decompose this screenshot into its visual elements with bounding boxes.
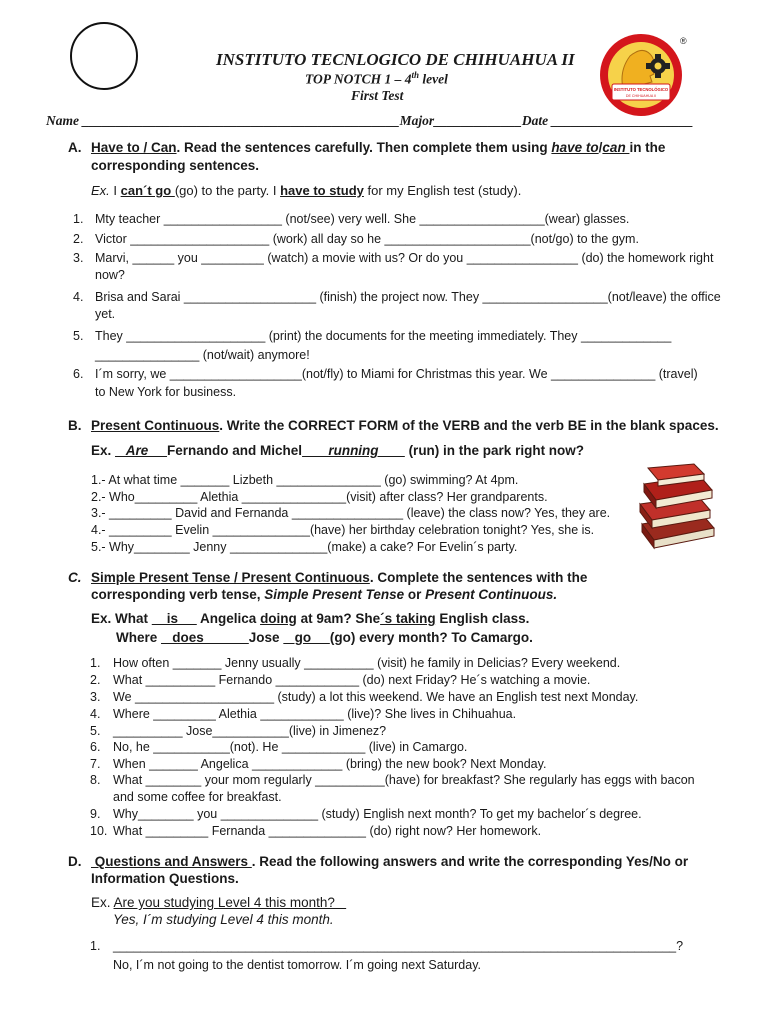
section-a-letter: A. bbox=[68, 140, 82, 155]
section-c-heading-line2: corresponding verb tense, Simple Present Tense or Present Continuous. bbox=[91, 587, 558, 602]
section-b-example: Ex. Are Fernando and Michel running (run) in the park right now? bbox=[91, 443, 585, 458]
name-major-date-line: Name _______________________________________________Major_____________Date _____________________ bbox=[46, 113, 694, 128]
section-a-item-text: Brisa and Sarai ___________________ (finish) the project now. They __________________(not/leave) the office bbox=[95, 290, 721, 304]
section-d-heading-line2: Information Questions. bbox=[91, 871, 239, 886]
section-c-item-number: 2. bbox=[90, 673, 101, 687]
course-title: TOP NOTCH 1 – 4th level bbox=[305, 70, 448, 87]
section-d-item-answer-line: _________________________________________________________________________________? bbox=[113, 939, 684, 953]
section-c-letter: C. bbox=[68, 570, 82, 585]
section-b-item: 3.- _________ David and Fernanda ________________ (leave) the class now? Yes, they are. bbox=[91, 506, 611, 520]
books-illustration bbox=[632, 462, 722, 554]
section-a-item-text: Victor ____________________ (work) all day so he _____________________(not/go) to the gym. bbox=[95, 232, 639, 246]
section-d-item-number: 1. bbox=[90, 939, 101, 953]
section-c-item-number: 10. bbox=[90, 824, 108, 838]
section-a-item-text: They ____________________ (print) the documents for the meeting immediately. They _____________ bbox=[95, 329, 672, 343]
section-a-item-text: _______________ (not/wait) anymore! bbox=[95, 348, 310, 362]
section-a-heading: Have to / Can. Read the sentences carefully. Then complete them using have to/can in the bbox=[91, 140, 666, 155]
section-a-item-text: Mty teacher _________________ (not/see) very well. She __________________(wear) glasses. bbox=[95, 212, 630, 226]
section-a-item-text: yet. bbox=[95, 307, 116, 321]
section-d-letter: D. bbox=[68, 854, 82, 869]
section-a-item-number: 4. bbox=[73, 290, 84, 304]
section-c-item-text: We ____________________ (study) a lot this weekend. We have an English test next Monday. bbox=[113, 690, 639, 704]
svg-text:INSTITUTO TECNOLÓGICO: INSTITUTO TECNOLÓGICO bbox=[613, 87, 669, 92]
svg-text:DE CHIHUAHUA II: DE CHIHUAHUA II bbox=[625, 94, 657, 98]
section-a-item-text: I´m sorry, we ___________________(not/fly) to Miami for Christmas this year. We _______________ (travel) bbox=[95, 367, 698, 381]
section-c-item-number: 4. bbox=[90, 707, 101, 721]
section-b-item: 2.- Who_________ Alethia _______________(visit) after class? Her grandparents. bbox=[91, 490, 548, 504]
section-c-item-text: What __________ Fernando ____________ (do) next Friday? He´s watching a movie. bbox=[113, 673, 591, 687]
section-d-heading: Questions and Answers . Read the following answers and write the corresponding Yes/No or bbox=[91, 854, 689, 869]
section-c-item-text: Why________ you ______________ (study) English next month? To get my bachelor´s degree. bbox=[113, 807, 642, 821]
section-c-item-text: No, he ___________(not). He ____________ (live) in Camargo. bbox=[113, 740, 468, 754]
section-a-heading-line2: corresponding sentences. bbox=[91, 158, 260, 173]
section-a-item-number: 6. bbox=[73, 367, 84, 381]
section-c-item-number: 9. bbox=[90, 807, 101, 821]
blank-circle bbox=[70, 22, 138, 90]
section-c-item-text: and some coffee for breakfast. bbox=[113, 790, 282, 804]
section-b-heading: Present Continuous. Write the CORRECT FORM of the VERB and the verb BE in the blank spaces. bbox=[91, 418, 719, 433]
section-c-item-number: 3. bbox=[90, 690, 101, 704]
section-c-item-text: When _______ Angelica _____________ (bring) the new book? Next Monday. bbox=[113, 757, 547, 771]
section-a-item-text: to New York for business. bbox=[95, 385, 237, 399]
section-b-item: 1.- At what time _______ Lizbeth _______________ (go) swimming? At 4pm. bbox=[91, 473, 519, 487]
section-b-item: 4.- _________ Evelin ______________(have) her birthday celebration tonight? Yes, she is. bbox=[91, 523, 595, 537]
section-c-heading: Simple Present Tense / Present Continuous. Complete the sentences with the bbox=[91, 570, 588, 585]
section-c-item-number: 8. bbox=[90, 773, 101, 787]
institute-logo bbox=[598, 32, 684, 118]
section-c-item-text: Where _________ Alethia ____________ (live)? She lives in Chihuahua. bbox=[113, 707, 517, 721]
section-c-example-2: Where does Jose go (go) every month? To Camargo. bbox=[116, 630, 533, 645]
section-c-item-number: 5. bbox=[90, 724, 101, 738]
section-c-item-number: 1. bbox=[90, 656, 101, 670]
section-b-letter: B. bbox=[68, 418, 82, 433]
section-a-example: Ex. I can´t go (go) to the party. I have to study for my English test (study). bbox=[91, 183, 522, 198]
section-c-example-1: Ex. What is Angelica doing at 9am? She´s taking English class. bbox=[91, 611, 530, 626]
section-a-item-number: 2. bbox=[73, 232, 84, 246]
institute-title: INSTITUTO TECNLOGICO DE CHIHUAHUA II bbox=[216, 50, 575, 69]
section-c-item-text: What ________ your mom regularly __________(have) for breakfast? She regularly has eggs with bacon bbox=[113, 773, 695, 787]
section-c-item-text: What _________ Fernanda ______________ (do) right now? Her homework. bbox=[113, 824, 542, 838]
section-a-item-text: Marvi, ______ you _________ (watch) a movie with us? Or do you ________________ (do) the homework right bbox=[95, 251, 714, 265]
section-b-item: 5.- Why________ Jenny ______________(make) a cake? For Evelin´s party. bbox=[91, 540, 518, 554]
section-d-example-answer: Yes, I´m studying Level 4 this month. bbox=[113, 912, 334, 927]
section-c-item-number: 6. bbox=[90, 740, 101, 754]
section-c-item-text: __________ Jose___________(live) in Jimenez? bbox=[113, 724, 387, 738]
section-d-item-given-answer: No, I´m not going to the dentist tomorrow. I´m going next Saturday. bbox=[113, 958, 482, 972]
section-a-item-number: 5. bbox=[73, 329, 84, 343]
section-a-item-number: 3. bbox=[73, 251, 84, 265]
section-c-item-text: How often _______ Jenny usually __________ (visit) he family in Delicias? Every weekend. bbox=[113, 656, 621, 670]
registered-mark: ® bbox=[680, 36, 687, 46]
section-c-item-number: 7. bbox=[90, 757, 101, 771]
test-title: First Test bbox=[351, 88, 404, 103]
section-a-item-text: now? bbox=[95, 268, 125, 282]
section-a-item-number: 1. bbox=[73, 212, 84, 226]
section-d-example-question: Ex. Are you studying Level 4 this month? bbox=[91, 895, 347, 910]
